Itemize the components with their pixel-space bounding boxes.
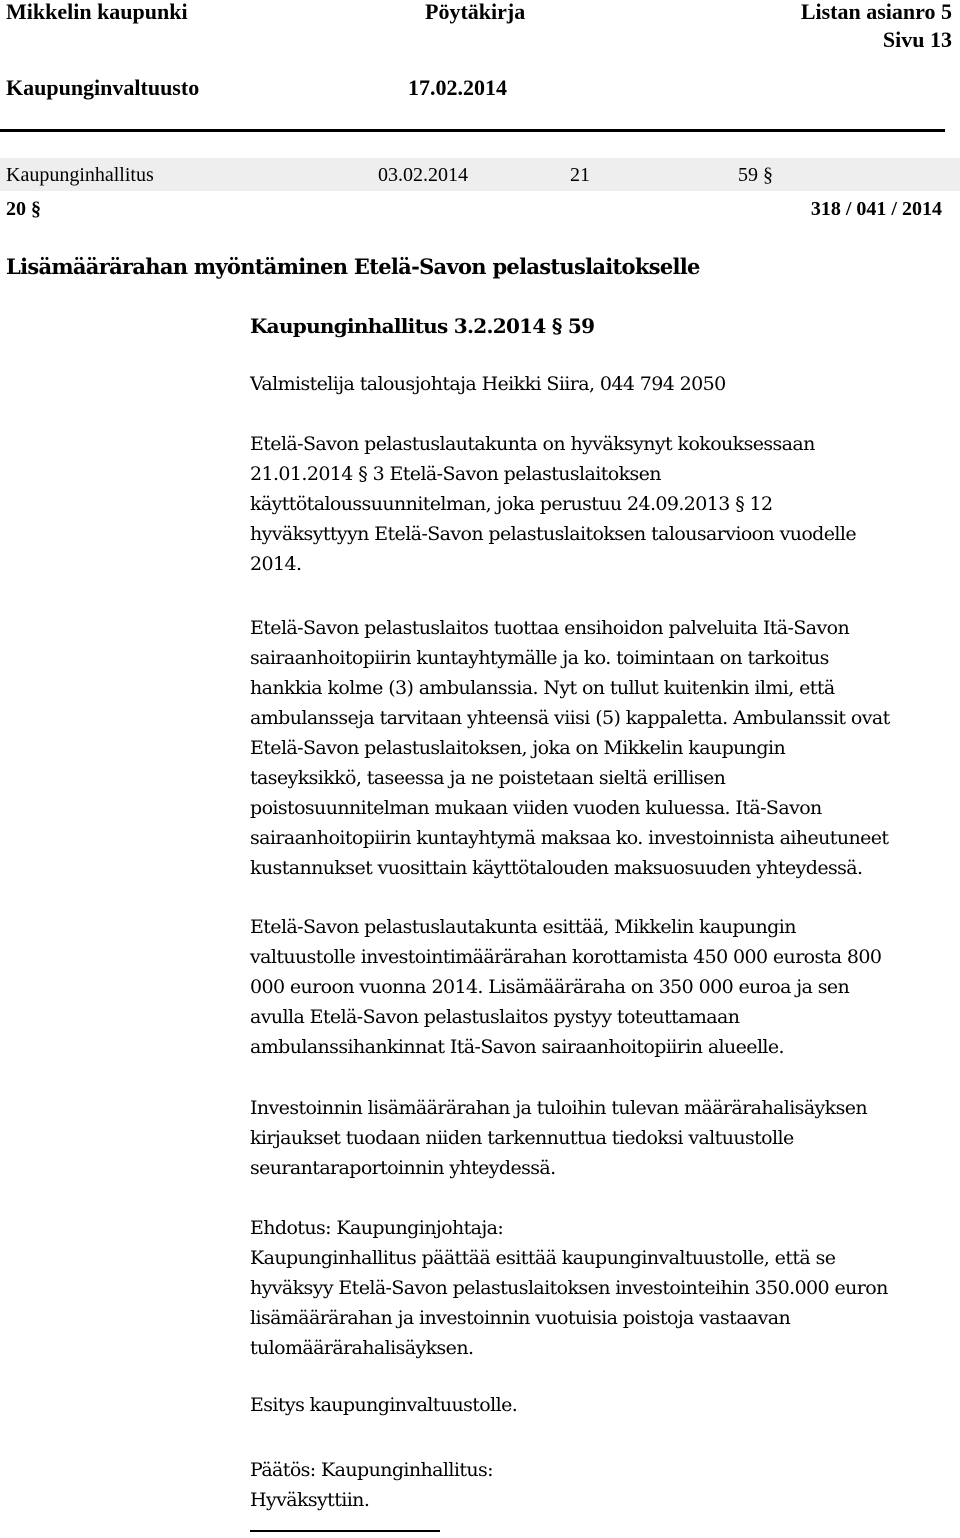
paragraph-line: taseyksikkö, taseessa ja ne poistetaan sieltä erillisen (250, 767, 726, 789)
paragraph-2 (250, 613, 890, 883)
paragraph-line: 000 euroon vuonna 2014. Lisämääräraha on 350 000 euroa ja sen (250, 976, 850, 998)
case-board: Kaupunginhallitus (6, 164, 154, 186)
paragraph-line: sairaanhoitopiirin kuntayhtymä maksaa ko. investoinnista aiheutuneet (250, 827, 889, 849)
diary-number: 318 / 041 / 2014 (810, 198, 942, 220)
list-item-number: Listan asianro 5 (800, 0, 952, 24)
signature-line (250, 1530, 440, 1532)
paragraph-line: kirjaukset tuodaan niiden tarkennuttua tiedoksi valtuustolle (250, 1127, 794, 1149)
case-row2-section: 20 § (6, 198, 41, 220)
paragraph-line: Etelä-Savon pelastuslaitos tuottaa ensihoidon palveluita Itä-Savon (250, 617, 850, 639)
paragraph-line: ambulanssihankinnat Itä-Savon sairaanhoitopiirin alueelle. (250, 1036, 784, 1058)
proposal-heading: Ehdotus: Kaupunginjohtaja: (250, 1217, 504, 1239)
paragraph-line: Etelä-Savon pelastuslaitoksen, joka on Mikkelin kaupungin (250, 737, 786, 759)
case-column-1: 21 (570, 164, 590, 186)
paragraph-line: valtuustolle investointimäärärahan korottamista 450 000 eurosta 800 (250, 946, 882, 968)
paragraph-4 (250, 1093, 867, 1183)
proposal (250, 1213, 888, 1363)
paragraph-line: kustannukset vuosittain käyttötalouden maksuosuuden yhteydessä. (250, 857, 863, 879)
paragraph-line: Investoinnin lisämäärärahan ja tuloihin tulevan määrärahalisäyksen (250, 1097, 868, 1119)
decision-result: Hyväksyttiin. (250, 1489, 370, 1511)
council-body: Kaupunginvaltuusto (6, 75, 200, 100)
city-name: Mikkelin kaupunki (6, 0, 188, 24)
header-divider (0, 129, 945, 132)
preparer: Valmistelija talousjohtaja Heikki Siira, 044 794 2050 (250, 373, 726, 395)
decision-heading: Päätös: Kaupunginhallitus: (250, 1459, 493, 1481)
meeting-heading: Kaupunginhallitus 3.2.2014 § 59 (250, 314, 595, 338)
paragraph-line: tulomäärärahalisäyksen. (250, 1337, 474, 1359)
presentation: Esitys kaupunginvaltuustolle. (250, 1394, 518, 1416)
meeting-date: 17.02.2014 (408, 75, 507, 100)
paragraph-line: hyväksyttyyn Etelä-Savon pelastuslaitoksen talousarvioon vuodelle (250, 523, 856, 545)
decision (250, 1455, 493, 1515)
paragraph-3 (250, 912, 881, 1062)
paragraph-line: Kaupunginhallitus päättää esittää kaupunginvaltuustolle, että se (250, 1247, 836, 1269)
paragraph-line: sairaanhoitopiirin kuntayhtymälle ja ko. toimintaan on tarkoitus (250, 647, 829, 669)
document-title: Lisämäärärahan myöntäminen Etelä-Savon pelastuslaitokselle (6, 254, 700, 279)
case-section: 59 § (738, 164, 773, 186)
paragraph-line: hyväksyy Etelä-Savon pelastuslaitoksen investointeihin 350.000 euron (250, 1277, 888, 1299)
paragraph-line: 2014. (250, 553, 302, 575)
paragraph-line: 21.01.2014 § 3 Etelä-Savon pelastuslaitoksen (250, 463, 661, 485)
paragraph-line: ambulansseja tarvitaan yhteensä viisi (5) kappaletta. Ambulanssit ovat (250, 707, 890, 729)
case-date: 03.02.2014 (378, 164, 468, 186)
paragraph-line: hankkia kolme (3) ambulanssia. Nyt on tullut kuitenkin ilmi, että (250, 677, 835, 699)
paragraph-line: lisämäärärahan ja investoinnin vuotuisia poistoja vastaavan (250, 1307, 791, 1329)
paragraph-line: seurantaraportoinnin yhteydessä. (250, 1157, 556, 1179)
document-type: Pöytäkirja (425, 0, 526, 24)
paragraph-1 (250, 429, 856, 579)
page-number: Sivu 13 (882, 27, 952, 52)
paragraph-line: poistosuunnitelman mukaan viiden vuoden kuluessa. Itä-Savon (250, 797, 822, 819)
paragraph-line: Etelä-Savon pelastuslautakunta on hyväksynyt kokouksessaan (250, 433, 815, 455)
paragraph-line: avulla Etelä-Savon pelastuslaitos pystyy toteuttamaan (250, 1006, 740, 1028)
paragraph-line: käyttötaloussuunnitelman, joka perustuu 24.09.2013 § 12 (250, 493, 773, 515)
paragraph-line: Etelä-Savon pelastuslautakunta esittää, Mikkelin kaupungin (250, 916, 796, 938)
